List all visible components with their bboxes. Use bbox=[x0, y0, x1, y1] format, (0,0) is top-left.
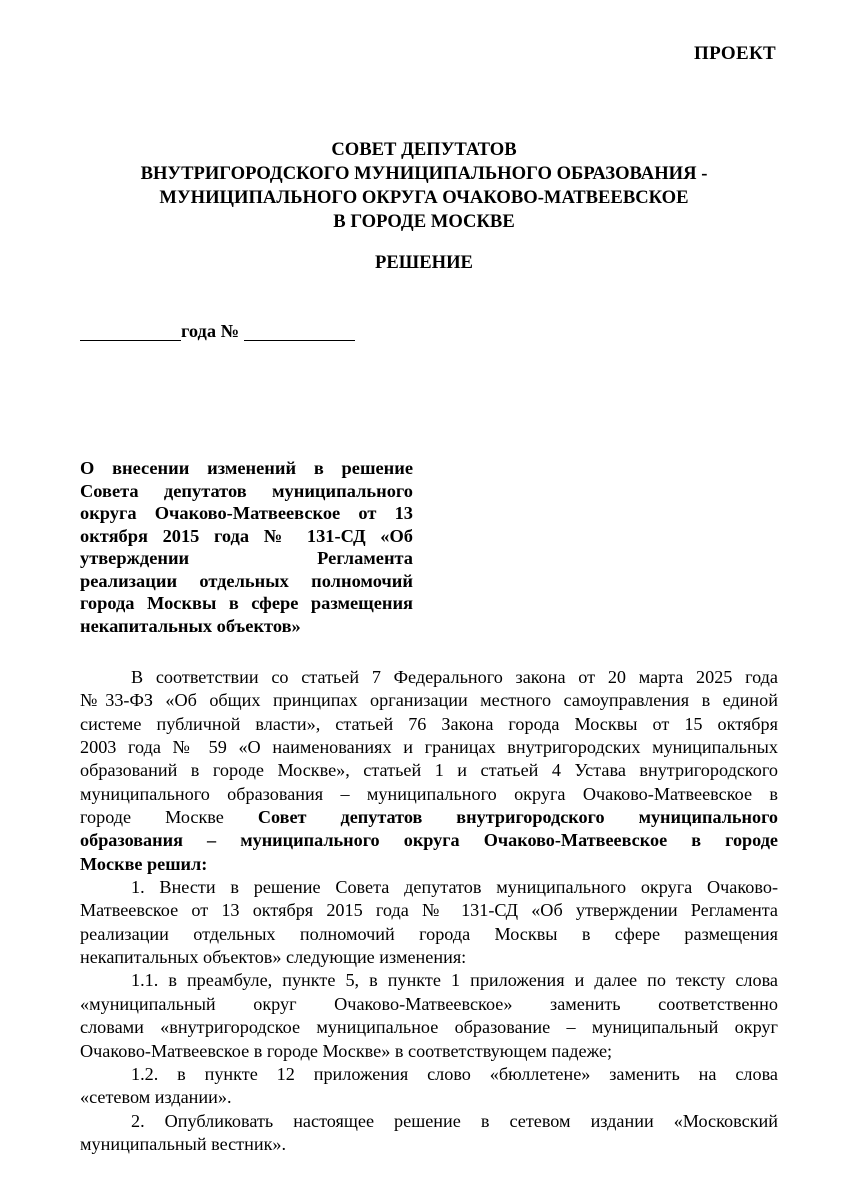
clause-1-line: 1. Внести в решение Совета депутатов муниципального округа Очаково- bbox=[131, 877, 778, 898]
body-line: В соответствии со статьей 7 Федерального закона от 20 марта 2025 года bbox=[131, 667, 778, 687]
clause-1-line: Матвеевское от 13 октября 2015 года № 131-СД «Об утверждении Регламента bbox=[80, 900, 778, 921]
body-line bbox=[80, 806, 778, 829]
year-number-label: года № bbox=[181, 321, 240, 341]
clause-1-1-line: «муниципальный округ Очаково-Матвеевское» заменить соответственно bbox=[80, 993, 778, 1014]
clause-1-2-line: «сетевом издании». bbox=[80, 1087, 232, 1108]
body-line: образования – муниципального округа Очаково-Матвеевское в городе bbox=[80, 830, 778, 851]
clause-1-1-line: словами «внутригородское муниципальное образование – муниципальный округ bbox=[80, 1017, 778, 1038]
subject-line: утверждении Регламента bbox=[80, 548, 413, 568]
decision-subject bbox=[80, 457, 413, 637]
body-line: №33-ФЗ «Об общих принципах организации местного самоуправления в единой bbox=[80, 690, 778, 711]
clause-2-line: 2. Опубликовать настоящее решение в сетевом издании «Московский bbox=[131, 1110, 778, 1131]
header-line: ВНУТРИГОРОДСКОГО МУНИЦИПАЛЬНОГО ОБРАЗОВАНИЯ - bbox=[140, 163, 708, 184]
subject-line: О внесении изменений в решение bbox=[80, 458, 413, 478]
clause-1-2-line: 1.2. в пункте 12 приложения слово «бюллетене» заменить на слова bbox=[131, 1063, 778, 1084]
subject-line: октября 2015 года № 131-СД «Об bbox=[80, 525, 413, 546]
body-line: образований в городе Москве», статьей 1 и статьей 4 Устава внутригородского bbox=[80, 760, 778, 781]
draft-stamp: ПРОЕКТ bbox=[694, 43, 776, 64]
subject-line: реализации отдельных полномочий bbox=[80, 570, 413, 591]
date-number-line bbox=[80, 320, 355, 342]
clause-1-1-line: Очаково-Матвеевское в городе Москве» в соответствующем падеже; bbox=[80, 1040, 613, 1061]
body-line: системе публичной власти», статьей 76 Закона города Москвы от 15 октября bbox=[80, 713, 778, 734]
body-text: городе Москве bbox=[80, 807, 258, 828]
clause-1-line: реализации отдельных полномочий города Москвы в сфере размещения bbox=[80, 923, 778, 944]
decision-body bbox=[80, 666, 778, 1156]
body-line: 2003 года № 59 «О наименованиях и границах внутригородских муниципальных bbox=[80, 737, 778, 758]
body-line: муниципального образования – муниципального округа Очаково-Матвеевское в bbox=[80, 783, 778, 804]
number-blank bbox=[244, 320, 355, 341]
issuer-header bbox=[0, 138, 848, 234]
date-blank bbox=[80, 320, 181, 341]
subject-line: некапитальных объектов» bbox=[80, 615, 301, 636]
clause-1-1-line: 1.1. в преамбуле, пункте 5, в пункте 1 приложения и далее по тексту слова bbox=[131, 970, 778, 991]
subject-line: округа Очаково-Матвеевское от 13 bbox=[80, 503, 413, 523]
document-type-title: РЕШЕНИЕ bbox=[375, 252, 473, 273]
council-name-bold: Совет депутатов внутригородского муниципального bbox=[257, 807, 778, 828]
header-line: СОВЕТ ДЕПУТАТОВ bbox=[331, 139, 517, 160]
header-line: В ГОРОДЕ МОСКВЕ bbox=[333, 211, 515, 232]
resolution-phrase: Москве решил: bbox=[80, 853, 208, 874]
clause-2-line: муниципальный вестник». bbox=[80, 1133, 287, 1154]
subject-line: города Москвы в сфере размещения bbox=[80, 593, 413, 613]
clause-1-line: некапитальных объектов» следующие изменения: bbox=[80, 947, 467, 968]
header-line: МУНИЦИПАЛЬНОГО ОКРУГА ОЧАКОВО-МАТВЕЕВСКОЕ bbox=[159, 187, 689, 208]
subject-line: Совета депутатов муниципального bbox=[80, 480, 413, 501]
